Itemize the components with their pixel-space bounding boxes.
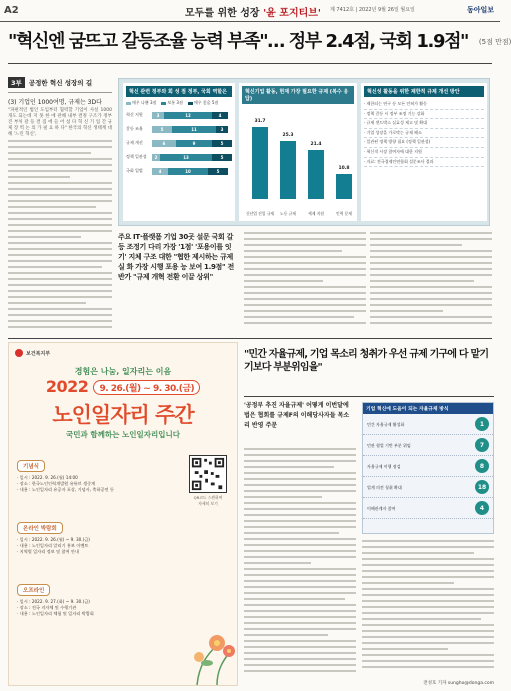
chart2-bar — [336, 166, 352, 199]
divider — [8, 63, 492, 64]
chart2-bars — [242, 107, 354, 217]
sidebox-row-number: 18 — [475, 480, 489, 494]
ad-block-text: · 일시 : 2022. 9. 26.(월) 14:00 · 장소 : 한국노인인력개발원 유튜브 생중계 · 내용 : 노인일자리 유공자 포상, 기념사, 축하공연 등 — [17, 475, 114, 492]
byline: 전성호 기자 sungho@donga.com — [423, 681, 494, 686]
chart1-bar-segment: 4 — [212, 112, 228, 119]
section-tag-number: 3부 — [8, 77, 25, 88]
chart2-bar-value: 31.7 — [254, 118, 266, 124]
legend-label: 매우 나쁨 3점 — [132, 100, 157, 105]
chart1-row-label: 국회 입법 — [126, 168, 143, 173]
ad-block-heading: 온라인 박람회 — [17, 522, 63, 534]
article-body-intro: "파편적인 법인 도입부터 협력할 기업이 사실 1000개도 되는데 지 못 한 에 관해 내부 결정 구조가 정부 진 부처 갈 등 결 집 에 들 어 섰 다 혁 신 기 업 간 규 제 장 벽 논 의 가 필 요 하 다" 한국의 혁신 생태계 대해 '느린 혁신', — [8, 108, 112, 137]
chart2-bar-label: 신산업 진입 규제 — [245, 211, 275, 216]
chart1-legend — [126, 100, 232, 106]
legend-label: 보통 3점 — [167, 100, 183, 105]
chart2-bar — [280, 133, 296, 199]
section-highlight: '윤 포지티브' — [263, 8, 321, 19]
sidebox-row — [363, 435, 493, 456]
qr-label: QR코드 스캔하여 자세히 보기 — [193, 495, 223, 506]
chart-regulation-needs — [239, 83, 357, 221]
sidebox-row-number: 4 — [475, 501, 489, 515]
advertisement — [8, 342, 238, 686]
chart1-bar-segment: 3 — [152, 112, 164, 119]
chart2-title: 혁신기업 활동, 현재 가장 필요한 규제 (복수 응답) — [242, 86, 354, 104]
ad-block-offline — [17, 577, 167, 617]
chart-evaluation — [123, 83, 235, 221]
chart2-bar-label: 세제 지원 — [308, 211, 324, 216]
chart2-bar — [308, 142, 324, 199]
government-emblem-icon — [15, 349, 23, 357]
chart1-row — [126, 137, 232, 149]
chart1-bar-segment: 4 — [152, 168, 168, 175]
ad-dates: 9. 26.(월) ~ 9. 30.(금) — [93, 380, 200, 395]
headline-text: "혁신엔 굼뜨고 갈등조율 능력 부족"… 정부 2.4점, 국회 1.9점" — [8, 31, 469, 52]
second-article-headline: "민간 자율규제, 기업 목소리 청취가 우선 규제 기구에 다 맡기기보다 부분위임을" — [244, 349, 489, 373]
chart1-bar-segment: 5 — [212, 140, 232, 147]
plan-item: · 정책 갈등 시 정부 조정 기능 강화 — [364, 110, 484, 120]
chart2-bar-label: 노동 규제 — [280, 211, 296, 216]
section-tag — [8, 76, 92, 88]
sidebox-row-number: 8 — [475, 459, 489, 473]
sidebox-row-text: 민관 협업 기반 부분 위임 — [367, 442, 411, 448]
ad-year-text: 2022 — [45, 377, 89, 396]
sidebox-row — [363, 477, 493, 498]
chart1-bar-segment: 6 — [152, 140, 176, 147]
sidebox-title: 기업 혁신에 도움이 되는 자율규제 방식 — [363, 403, 493, 414]
ad-block-ceremony — [17, 453, 167, 493]
chart2-bar-value: 10.8 — [338, 166, 350, 172]
plan-item: · 제한되는 연구 등 모든 인허가 활동 — [364, 100, 484, 110]
sidebox-row-text: 이해관계자 참여 — [367, 505, 396, 511]
chart1-bar — [152, 140, 232, 147]
ad-block-online — [17, 515, 167, 555]
sidebox-row-text: 자율규제 이행 점검 — [367, 463, 401, 469]
second-article-subhead: '공정부 추진 자율규제' 어떻게 이번달에 법은 협회를 규제F의 이해당사자들 목소리 반영 주문 — [244, 402, 350, 429]
qr-code-icon[interactable] — [189, 455, 227, 493]
ad-kicker: 경험은 나눔, 일자리는 이음 — [74, 367, 172, 376]
section-prefix: 모두를 위한 성장 — [185, 8, 260, 19]
flower-decoration-icon — [157, 595, 237, 685]
main-headline — [8, 27, 511, 57]
chart1-bar — [152, 112, 228, 119]
chart1-row — [126, 109, 232, 121]
section-title — [185, 4, 321, 19]
legend-item — [188, 100, 218, 106]
plan-item: · 기업 성장을 가로막는 규제 해소 — [364, 129, 484, 139]
chart1-row-label: 규제 개선 — [126, 140, 143, 145]
sidebox-row — [363, 456, 493, 477]
chart1-bar — [152, 168, 228, 175]
ad-org — [9, 343, 237, 363]
plan-item: · 규제 샌드박스 실효성 제고 및 확대 — [364, 119, 484, 129]
ad-org-name: 보건복지부 — [26, 350, 51, 357]
chart1-bar — [152, 126, 228, 133]
issue-info: 제 7412호 | 2022년 9월 26일 월요일 — [330, 7, 415, 13]
plan-item: · 자료: 전국경제인연합회 설문조사 결과 — [364, 158, 484, 168]
chart1-bar-segment: 12 — [164, 112, 212, 119]
ad-subtitle: 국민과 함께하는 노인일자리입니다 — [66, 430, 180, 439]
chart1-bar-segment: 9 — [176, 140, 212, 147]
sidebox-row-text: 민간 자율규제 활성화 — [367, 421, 405, 427]
chart1-rows — [126, 109, 232, 177]
ad-title: 노인일자리 주간 — [52, 403, 194, 427]
article-body-column-3 — [244, 232, 366, 332]
chart1-bar-segment: 5 — [208, 168, 228, 175]
chart1-bar-segment: 10 — [168, 168, 208, 175]
legend-item — [126, 100, 156, 106]
chart1-row — [126, 165, 232, 177]
chart1-row-label: 갈등 조율 — [126, 126, 143, 131]
divider — [8, 338, 492, 339]
ad-block-text: · 일시 : 2022. 9. 26.(월) ~ 9. 30.(금) · 내용 : 노인일자리 알리기 홍보 이벤트 · 지역별 일자리 정보 및 참여 안내 — [17, 537, 90, 554]
chart1-row-label: 혁신 지원 — [126, 112, 143, 117]
plan-item: · 일관된 정책 방향 필요 (정책 일관성) — [364, 138, 484, 148]
chart2-bar-value: 25.3 — [282, 133, 294, 139]
chart1-title: 혁신 관련 정부와 회 성 점 정부, 국회 역할은 — [126, 86, 232, 97]
chart1-row — [126, 123, 232, 135]
sidebox-row-number: 1 — [475, 417, 489, 431]
chart1-row — [126, 151, 232, 163]
infographic — [118, 78, 490, 226]
chart3-list — [364, 100, 484, 167]
chart1-bar-segment: 3 — [216, 126, 228, 133]
second-article-column-1 — [244, 448, 356, 676]
pull-quote: 주요 IT·플랫폼 기업 30곳 설문 국회 갈등 조정기 다리 가장 '1점' '포용이를 잇기' 지체 구조 대한 "협한 제시하는 규제 실 화 가장 시행 포용 능 보여 1.9점" 전반가 "규제 개혁 전환 이끌 상위" — [118, 233, 234, 281]
chart1-bar-segment: 13 — [160, 154, 212, 161]
sidebox-row — [363, 414, 493, 435]
ad-block-heading: 기념식 — [17, 460, 45, 472]
plan-item: · 혁신적 시장 참여자에 대한 지원 — [364, 148, 484, 158]
chart1-bar-segment: 2 — [152, 154, 160, 161]
chart3-title: 혁신성 활동을 위한 제한적 규제 개선 방안 — [364, 86, 484, 97]
masthead — [0, 0, 500, 22]
page-number: A2 — [4, 5, 19, 16]
legend-item — [161, 100, 182, 106]
headline-source: (5점 만점) — [478, 38, 511, 46]
chart1-bar-segment: 11 — [172, 126, 216, 133]
chart1-bar-segment: 5 — [152, 126, 172, 133]
chart-improvement-plan — [361, 83, 487, 221]
sidebox-rows — [363, 414, 493, 519]
article-body-column-1 — [8, 140, 112, 335]
second-article-column-2 — [362, 540, 494, 676]
paper-logo: 동아일보 — [466, 5, 494, 14]
ad-block-text: · 일시 : 2022. 9. 27.(화) ~ 9. 30.(금) · 장소 : 전국 지자체 및 수행기관 · 내용 : 노인일자리 체험 및 일자리 박람회 — [17, 599, 94, 616]
chart2-bar-value: 21.4 — [310, 142, 322, 148]
divider — [244, 396, 494, 397]
sidebox-row-number: 7 — [475, 438, 489, 452]
chart1-bar — [152, 154, 232, 161]
ad-year — [9, 377, 237, 396]
self-regulation-box — [362, 402, 494, 534]
section-tag-title: 공정한 혁신 성장의 길 — [28, 78, 93, 87]
chart2-bar-label: 인력 문제 — [336, 211, 352, 216]
chart1-row-label: 정책 일관성 — [126, 154, 147, 159]
chart2-bar — [252, 118, 268, 199]
article-body-column-4 — [370, 232, 492, 332]
ad-block-heading: 오프라인 — [17, 584, 50, 596]
chart1-bar-segment: 5 — [212, 154, 232, 161]
photo-caption: (3) 기업인 1000여명, 규제는 3D다 — [8, 92, 112, 106]
legend-label: 매우 좋음 5점 — [193, 100, 219, 105]
sidebox-row-text: 업계 의견 청취 확대 — [367, 484, 402, 490]
sidebox-row — [363, 498, 493, 519]
